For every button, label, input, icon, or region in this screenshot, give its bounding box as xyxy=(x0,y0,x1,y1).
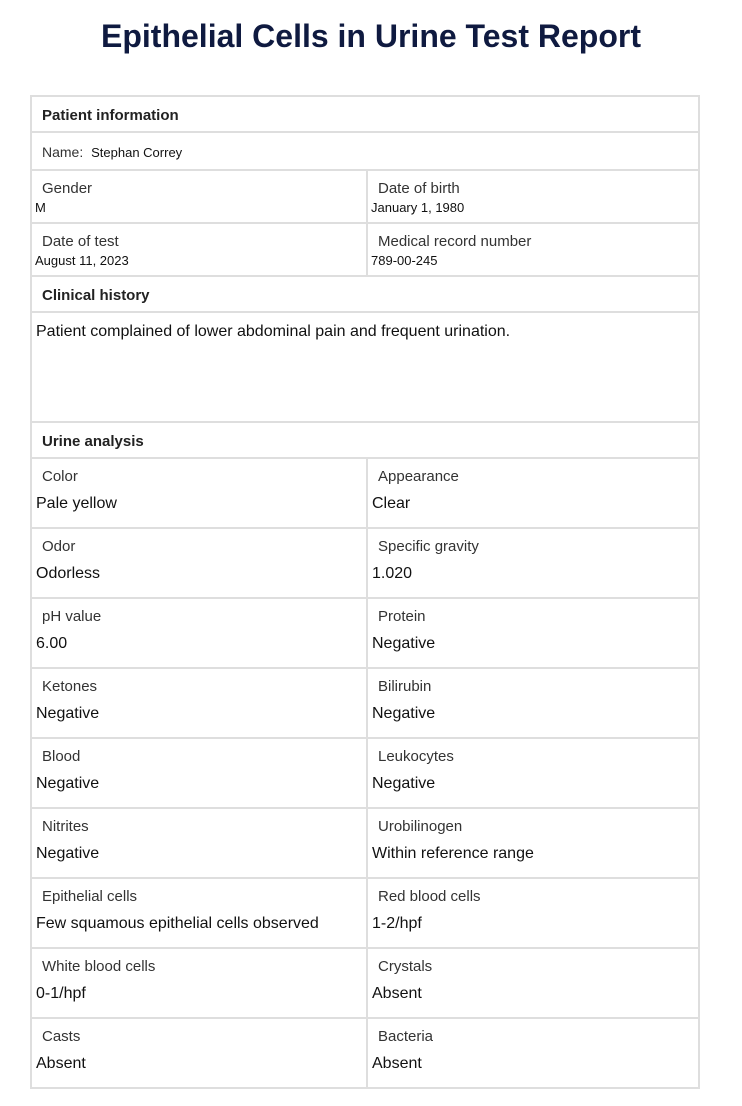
section-title-patient-information: Patient information xyxy=(42,107,179,124)
result-value: Clear xyxy=(372,495,411,512)
result-field[interactable] xyxy=(366,739,698,807)
mrn-value: 789-00-245 xyxy=(371,253,438,268)
result-label: Crystals xyxy=(378,958,433,975)
mrn-field[interactable] xyxy=(366,224,698,275)
result-value: Absent xyxy=(36,1055,86,1072)
patient-name-field[interactable] xyxy=(32,133,698,169)
result-value: Negative xyxy=(372,635,436,652)
result-label: Odor xyxy=(42,538,76,555)
result-value: Negative xyxy=(372,705,436,722)
clinical-history-text[interactable]: Patient complained of lower abdominal pain and frequent urination. xyxy=(36,323,511,340)
result-label: Specific gravity xyxy=(378,538,479,555)
gender-dob-row xyxy=(32,169,698,222)
result-label: Color xyxy=(42,468,78,485)
result-value: Negative xyxy=(372,775,436,792)
result-label: Appearance xyxy=(378,468,459,485)
result-field[interactable] xyxy=(366,879,698,947)
result-value: Absent xyxy=(372,1055,422,1072)
report-form xyxy=(30,95,700,1089)
result-label: Red blood cells xyxy=(378,888,481,905)
name-value: Stephan Correy xyxy=(91,145,183,160)
result-label: Bacteria xyxy=(378,1028,434,1045)
test-date-value: August 11, 2023 xyxy=(35,253,129,268)
result-field[interactable] xyxy=(32,1019,366,1087)
result-field[interactable] xyxy=(32,459,366,527)
result-label: Casts xyxy=(42,1028,81,1045)
gender-value: M xyxy=(35,200,46,215)
result-label: White blood cells xyxy=(42,958,156,975)
page-title: Epithelial Cells in Urine Test Report xyxy=(101,18,641,54)
result-field[interactable] xyxy=(32,739,366,807)
result-value: 1.020 xyxy=(372,565,413,582)
result-value: 0-1/hpf xyxy=(36,985,86,1002)
result-field[interactable] xyxy=(366,599,698,667)
dob-value: January 1, 1980 xyxy=(371,200,465,215)
test-date-label: Date of test xyxy=(42,233,119,250)
urine-analysis-row xyxy=(32,737,698,807)
section-title-clinical-history: Clinical history xyxy=(42,287,150,304)
result-field[interactable] xyxy=(32,949,366,1017)
urine-analysis-row xyxy=(32,597,698,667)
result-field[interactable] xyxy=(32,809,366,877)
name-label: Name: xyxy=(42,144,84,160)
result-field[interactable] xyxy=(366,809,698,877)
result-value: Negative xyxy=(36,775,100,792)
patient-info-header-row xyxy=(32,97,698,131)
gender-field[interactable] xyxy=(32,171,366,222)
result-label: Urobilinogen xyxy=(378,818,463,835)
clinical-history-body-row xyxy=(32,311,698,421)
urine-analysis-row xyxy=(32,527,698,597)
mrn-label: Medical record number xyxy=(378,233,532,250)
result-field[interactable] xyxy=(366,529,698,597)
dob-field[interactable] xyxy=(366,171,698,222)
result-label: Bilirubin xyxy=(378,678,432,695)
result-label: Nitrites xyxy=(42,818,89,835)
gender-label: Gender xyxy=(42,180,93,197)
result-field[interactable] xyxy=(366,1019,698,1087)
patient-name-row xyxy=(32,131,698,169)
dob-label: Date of birth xyxy=(378,180,460,197)
urine-analysis-row xyxy=(32,947,698,1017)
testdate-mrn-row xyxy=(32,222,698,275)
result-value: Absent xyxy=(372,985,422,1002)
result-label: Protein xyxy=(378,608,426,625)
result-field[interactable] xyxy=(32,879,366,947)
result-value: 1-2/hpf xyxy=(372,915,422,932)
urine-analysis-header-row xyxy=(32,421,698,457)
result-value: Odorless xyxy=(36,565,101,582)
result-label: Leukocytes xyxy=(378,748,454,765)
result-field[interactable] xyxy=(366,459,698,527)
urine-analysis-row xyxy=(32,877,698,947)
result-label: Ketones xyxy=(42,678,98,695)
result-value: Within reference range xyxy=(372,845,534,862)
urine-analysis-row xyxy=(32,807,698,877)
result-field[interactable] xyxy=(366,949,698,1017)
result-value: Negative xyxy=(36,845,100,862)
result-label: Blood xyxy=(42,748,81,765)
result-value: Few squamous epithelial cells observed xyxy=(36,915,319,932)
urine-analysis-row xyxy=(32,667,698,737)
result-value: 6.00 xyxy=(36,635,68,652)
section-title-urine-analysis: Urine analysis xyxy=(42,433,144,450)
result-field[interactable] xyxy=(32,529,366,597)
result-field[interactable] xyxy=(32,669,366,737)
urine-analysis-row xyxy=(32,1017,698,1087)
urine-analysis-row xyxy=(32,457,698,527)
result-field[interactable] xyxy=(366,669,698,737)
result-field[interactable] xyxy=(32,599,366,667)
result-label: pH value xyxy=(42,608,102,625)
result-value: Negative xyxy=(36,705,100,722)
result-value: Pale yellow xyxy=(36,495,117,512)
result-label: Epithelial cells xyxy=(42,888,138,905)
clinical-history-header-row xyxy=(32,275,698,311)
test-date-field[interactable] xyxy=(32,224,366,275)
